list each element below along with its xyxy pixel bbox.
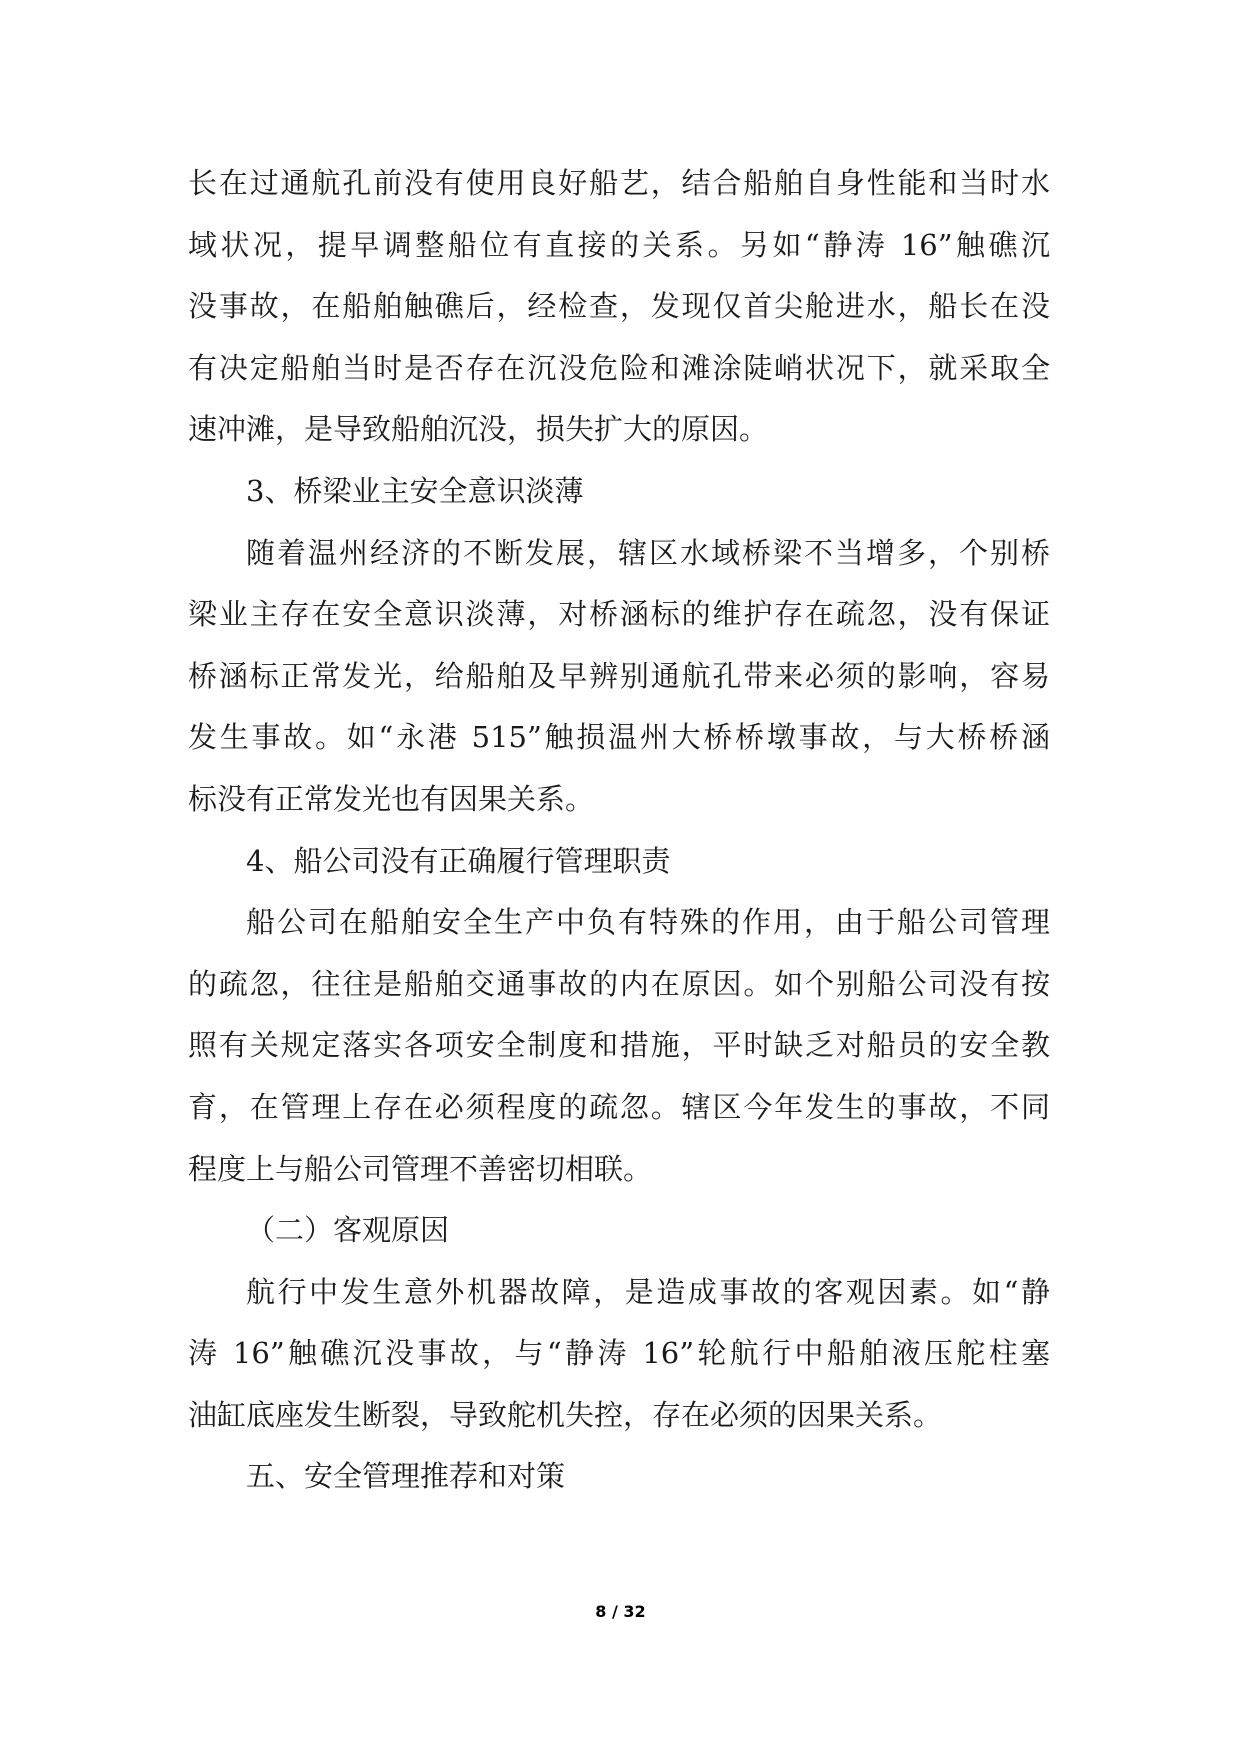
text-line: 域状况，提早调整船位有直接的关系。另如“静涛 16”触礁沉: [188, 227, 1050, 262]
text-line: 随着温州经济的不断发展，辖区水域桥梁不当增多，个别桥: [246, 535, 1050, 570]
text-line: 油缸底座发生断裂，导致舵机失控，存在必须的因果关系。: [188, 1397, 943, 1432]
text-line: 航行中发生意外机器故障，是造成事故的客观因素。如“静: [246, 1274, 1050, 1309]
paragraph: [188, 892, 1050, 1200]
paragraph: [188, 523, 1050, 831]
page-number: 8 / 32: [595, 1602, 646, 1621]
text-line: 没事故，在船舶触礁后，经检查，发现仅首尖舱进水，船长在没: [188, 289, 1050, 324]
paragraph: [188, 1262, 1050, 1447]
text-line: 的疏忽，往往是船舶交通事故的内在原因。如个别船公司没有按: [188, 966, 1050, 1001]
text-line: 有决定船舶当时是否存在沉没危险和滩涂陡峭状况下，就采取全: [188, 350, 1050, 385]
text-line: 照有关规定落实各项安全制度和措施，平时缺乏对船员的安全教: [188, 1028, 1050, 1063]
paragraph-continuation: [188, 153, 1050, 461]
section-heading: （二）客观原因: [246, 1213, 450, 1248]
section-heading: 五、安全管理推荐和对策: [246, 1459, 566, 1494]
text-line: 发生事故。如“永港 515”触损温州大桥桥墩事故，与大桥桥涵: [188, 720, 1050, 755]
text-line: 梁业主存在安全意识淡薄，对桥涵标的维护存在疏忽，没有保证: [188, 597, 1050, 632]
text-line: 育，在管理上存在必须程度的疏忽。辖区今年发生的事故，不同: [188, 1089, 1050, 1124]
text-line: 船公司在船舶安全生产中负有特殊的作用，由于船公司管理: [246, 905, 1050, 940]
text-line: 速冲滩，是导致船舶沉没，损失扩大的原因。: [188, 412, 769, 447]
text-line: 程度上与船公司管理不善密切相联。: [188, 1151, 653, 1186]
section-heading: 3、桥梁业主安全意识淡薄: [246, 473, 584, 508]
document-body: [188, 153, 1050, 1508]
text-line: 桥涵标正常发光，给船舶及早辨别通航孔带来必须的影响，容易: [188, 658, 1050, 693]
text-line: 长在过通航孔前没有使用良好船艺，结合船舶自身性能和当时水: [188, 166, 1050, 200]
text-line: 涛 16”触礁沉没事故，与“静涛 16”轮航行中船舶液压舵柱塞: [188, 1336, 1050, 1371]
text-line: 标没有正常发光也有因果关系。: [188, 781, 595, 816]
section-heading: 4、船公司没有正确履行管理职责: [246, 843, 671, 878]
